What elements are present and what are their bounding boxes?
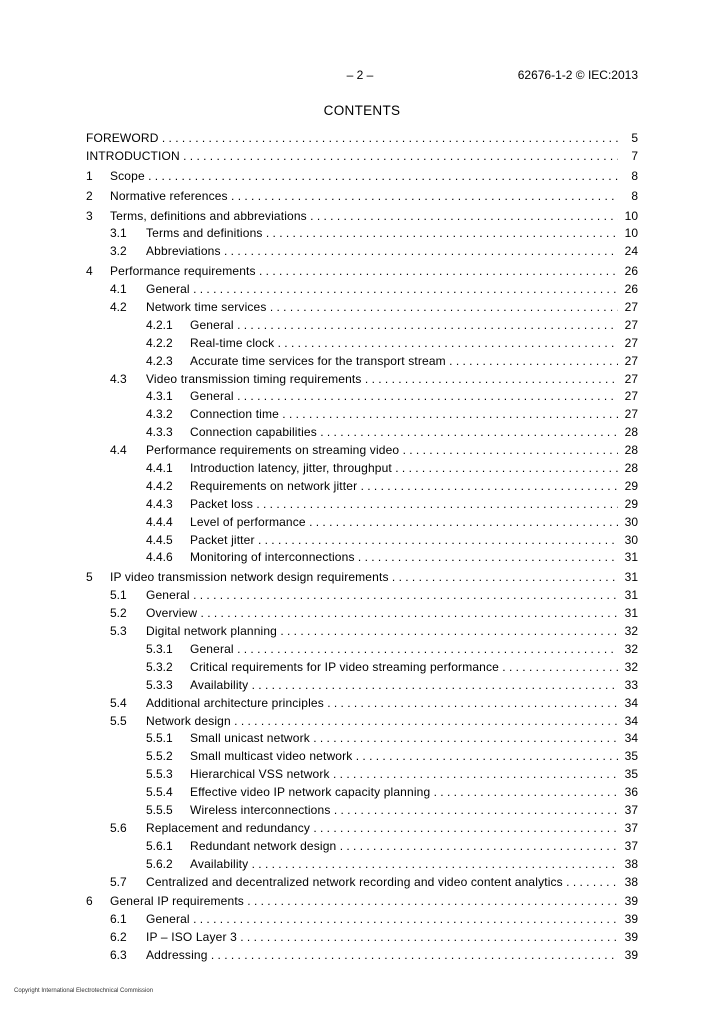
toc-entry-number: 4.3.3: [146, 425, 173, 440]
toc-entry-title: Wireless interconnections . . .: [190, 802, 618, 820]
toc-entry-page: 27: [624, 406, 638, 424]
toc-entry-number: 6.3: [110, 948, 127, 963]
toc-entry-page: 30: [624, 532, 638, 550]
toc-entry-number: 4.4: [110, 443, 127, 458]
toc-entry-page: 8: [630, 188, 638, 206]
toc-entry-number: 6: [86, 894, 93, 909]
toc-entry[interactable]: [86, 424, 638, 442]
toc-entry-title: Replacement and redundancy . . .: [146, 820, 618, 838]
toc-entry-number: 5.3.3: [146, 677, 173, 692]
toc-entry-number: 5.3.1: [146, 641, 173, 656]
toc-entry-number: 5.3: [110, 624, 127, 639]
toc-entry-title: Connection time . . .: [190, 406, 618, 424]
toc-entry-number: 4.3.2: [146, 407, 173, 422]
toc-entry-page: 39: [624, 947, 638, 965]
toc-entry-title: General . . .: [190, 388, 618, 406]
toc-entry-number: 3: [86, 208, 93, 223]
toc-entry-page: 28: [624, 442, 638, 460]
toc-entry-number: 5.1: [110, 588, 127, 603]
toc-entry[interactable]: [86, 766, 638, 784]
toc-entry-number: 4.3.1: [146, 389, 173, 404]
toc-entry-title: Effective video IP network capacity planning . . .: [190, 784, 618, 802]
toc-entry-title: Critical requirements for IP video streaming performance . . .: [190, 659, 618, 677]
toc-entry-page: 31: [624, 587, 638, 605]
toc-entry[interactable]: [86, 130, 638, 148]
toc-entry-page: 38: [624, 874, 638, 892]
toc-entry-page: 39: [624, 929, 638, 947]
toc-entry[interactable]: [86, 514, 638, 532]
toc-entry-page: 27: [624, 388, 638, 406]
toc-entry-title: IP video transmission network design requirements . . .: [110, 569, 618, 587]
toc-entry-number: 4.4.6: [146, 550, 173, 565]
toc-entry-page: 32: [624, 659, 638, 677]
toc-entry-page: 27: [624, 353, 638, 371]
toc-entry-page: 32: [624, 623, 638, 641]
toc-entry-number: 5.6.1: [146, 838, 173, 853]
toc-entry[interactable]: [86, 659, 638, 677]
toc-entry-number: 4.4.3: [146, 496, 173, 511]
toc-entry-page: 27: [624, 299, 638, 317]
document-reference: 62676-1-2 © IEC:2013: [517, 68, 638, 82]
toc-entry[interactable]: [86, 188, 638, 206]
toc-entry-title: Overview . . .: [146, 605, 618, 623]
toc-entry[interactable]: [86, 496, 638, 514]
toc-entry-page: 29: [624, 478, 638, 496]
toc-entry-page: 8: [630, 168, 638, 186]
toc-entry-title: FOREWORD . . .: [86, 130, 618, 148]
toc-entry-title: Monitoring of interconnections . . .: [190, 549, 618, 567]
toc-entry-title: Centralized and decentralized network recording and video content analytics . . .: [146, 874, 618, 892]
toc-entry[interactable]: [86, 784, 638, 802]
toc-entry-number: 5.4: [110, 695, 127, 710]
toc-entry-number: 4.4.5: [146, 532, 173, 547]
toc-entry[interactable]: [86, 442, 638, 460]
copyright-footer: Copyright International Electrotechnical Commission: [14, 988, 154, 994]
toc-entry[interactable]: [86, 713, 638, 731]
toc-entry-page: 10: [624, 208, 638, 226]
toc-entry-title: Level of performance . . .: [190, 514, 618, 532]
toc-entry[interactable]: [86, 623, 638, 641]
toc-entry-page: 34: [624, 730, 638, 748]
toc-entry[interactable]: [86, 677, 638, 695]
toc-entry-number: 5.5.2: [146, 749, 173, 764]
toc-entry-number: 4.2.3: [146, 353, 173, 368]
toc-entry-title: Network design . . .: [146, 713, 618, 731]
toc-entry-title: Performance requirements on streaming video . . .: [146, 442, 618, 460]
toc-entry-page: 26: [624, 281, 638, 299]
toc-entry-number: 5.5.3: [146, 767, 173, 782]
toc-entry-title: Introduction latency, jitter, throughput . . .: [190, 460, 618, 478]
page-number: – 2 –: [346, 68, 374, 82]
toc-entry[interactable]: [86, 317, 638, 335]
toc-entry[interactable]: [86, 730, 638, 748]
toc-entry[interactable]: [86, 299, 638, 317]
toc-entry-number: 5: [86, 570, 93, 585]
toc-entry-page: 31: [624, 605, 638, 623]
toc-entry-page: 37: [624, 802, 638, 820]
toc-entry[interactable]: [86, 856, 638, 874]
toc-entry-title: INTRODUCTION . . .: [86, 148, 618, 166]
toc-entry-title: Accurate time services for the transport stream . . .: [190, 353, 618, 371]
toc-entry-number: 3.1: [110, 226, 127, 241]
toc-entry[interactable]: [86, 641, 638, 659]
table-of-contents: [86, 130, 638, 965]
toc-entry-page: 31: [624, 569, 638, 587]
toc-entry[interactable]: [86, 929, 638, 947]
toc-entry-page: 27: [624, 371, 638, 389]
toc-entry[interactable]: [86, 802, 638, 820]
toc-entry[interactable]: [86, 243, 638, 261]
toc-entry-page: 37: [624, 820, 638, 838]
toc-entry[interactable]: [86, 569, 638, 587]
toc-entry[interactable]: [86, 478, 638, 496]
toc-entry-title: Performance requirements . . .: [110, 263, 618, 281]
toc-entry[interactable]: [86, 838, 638, 856]
toc-entry-number: 1: [86, 168, 93, 183]
toc-entry-page: 35: [624, 766, 638, 784]
toc-entry[interactable]: [86, 335, 638, 353]
toc-entry-title: Addressing . . .: [146, 947, 618, 965]
toc-entry[interactable]: [86, 874, 638, 892]
toc-entry[interactable]: [86, 168, 638, 186]
toc-entry-page: 34: [624, 713, 638, 731]
toc-entry-title: Real-time clock . . .: [190, 335, 618, 353]
toc-entry-title: Scope . . .: [110, 168, 618, 186]
toc-entry-number: 4.2.1: [146, 317, 173, 332]
toc-entry-page: 34: [624, 695, 638, 713]
toc-entry[interactable]: [86, 911, 638, 929]
toc-entry[interactable]: [86, 371, 638, 389]
toc-entry[interactable]: [86, 281, 638, 299]
toc-entry-page: 39: [624, 893, 638, 911]
toc-entry[interactable]: [86, 388, 638, 406]
toc-entry[interactable]: [86, 893, 638, 911]
toc-entry-title: General . . .: [190, 317, 618, 335]
toc-entry-number: 5.5.5: [146, 802, 173, 817]
toc-entry-page: 27: [624, 317, 638, 335]
toc-entry-page: 28: [624, 460, 638, 478]
toc-entry-page: 32: [624, 641, 638, 659]
toc-entry-title: Digital network planning . . .: [146, 623, 618, 641]
toc-entry-page: 7: [630, 148, 638, 166]
toc-entry-page: 24: [624, 243, 638, 261]
toc-entry-page: 39: [624, 911, 638, 929]
toc-entry[interactable]: [86, 605, 638, 623]
toc-entry-page: 37: [624, 838, 638, 856]
toc-entry-number: 6.2: [110, 930, 127, 945]
toc-entry[interactable]: [86, 460, 638, 478]
toc-entry-number: 4.4.2: [146, 478, 173, 493]
toc-entry-title: Network time services . . .: [146, 299, 618, 317]
toc-entry-number: 5.3.2: [146, 659, 173, 674]
toc-entry-title: Small multicast video network . . .: [190, 748, 618, 766]
toc-entry[interactable]: [86, 406, 638, 424]
toc-entry-number: 5.7: [110, 874, 127, 889]
toc-entry-page: 31: [624, 549, 638, 567]
toc-entry-number: 5.5.1: [146, 731, 173, 746]
toc-entry-title: Hierarchical VSS network . . .: [190, 766, 618, 784]
toc-entry-title: Terms and definitions . . .: [146, 225, 618, 243]
toc-entry-page: 26: [624, 263, 638, 281]
toc-entry-title: Normative references . . .: [110, 188, 618, 206]
toc-entry[interactable]: [86, 748, 638, 766]
toc-entry-title: General . . .: [146, 281, 618, 299]
toc-entry-number: 5.5.4: [146, 785, 173, 800]
toc-entry-title: General . . .: [190, 641, 618, 659]
toc-entry[interactable]: [86, 587, 638, 605]
toc-entry-title: Small unicast network . . .: [190, 730, 618, 748]
toc-entry-number: 5.2: [110, 606, 127, 621]
toc-entry-number: 4.4.1: [146, 461, 173, 476]
toc-entry-number: 4.3: [110, 371, 127, 386]
toc-entry[interactable]: [86, 947, 638, 965]
toc-entry-title: Availability . . .: [190, 677, 618, 695]
toc-entry-number: 6.1: [110, 912, 127, 927]
toc-entry-page: 36: [624, 784, 638, 802]
toc-entry-title: Requirements on network jitter . . .: [190, 478, 618, 496]
toc-entry-page: 28: [624, 424, 638, 442]
toc-entry-number: 4.2: [110, 300, 127, 315]
toc-entry-title: Terms, definitions and abbreviations . . .: [110, 208, 618, 226]
toc-entry-title: Additional architecture principles . . .: [146, 695, 618, 713]
toc-entry-number: 4.4.4: [146, 514, 173, 529]
toc-entry-number: 5.6.2: [146, 856, 173, 871]
toc-entry[interactable]: [86, 820, 638, 838]
toc-entry-title: General IP requirements . . .: [110, 893, 618, 911]
toc-entry[interactable]: [86, 208, 638, 226]
toc-entry-title: IP – ISO Layer 3 . . .: [146, 929, 618, 947]
toc-entry-title: General . . .: [146, 911, 618, 929]
toc-entry-number: 4.1: [110, 282, 127, 297]
toc-entry-title: Video transmission timing requirements . . .: [146, 371, 618, 389]
toc-entry[interactable]: [86, 353, 638, 371]
toc-entry-page: 33: [624, 677, 638, 695]
toc-entry-number: 3.2: [110, 244, 127, 259]
toc-entry-title: General . . .: [146, 587, 618, 605]
toc-entry-page: 29: [624, 496, 638, 514]
toc-entry-number: 5.5: [110, 713, 127, 728]
toc-entry-title: Availability . . .: [190, 856, 618, 874]
toc-entry[interactable]: [86, 549, 638, 567]
toc-entry-page: 27: [624, 335, 638, 353]
toc-entry-title: Redundant network design . . .: [190, 838, 618, 856]
toc-entry-title: Packet loss . . .: [190, 496, 618, 514]
toc-entry-number: 4.2.2: [146, 335, 173, 350]
toc-entry-page: 5: [630, 130, 638, 148]
toc-entry[interactable]: [86, 532, 638, 550]
toc-entry-page: 35: [624, 748, 638, 766]
toc-entry[interactable]: [86, 695, 638, 713]
toc-entry-page: 30: [624, 514, 638, 532]
toc-entry[interactable]: [86, 225, 638, 243]
toc-entry-number: 2: [86, 188, 93, 203]
toc-entry-page: 10: [624, 225, 638, 243]
toc-entry-number: 5.6: [110, 820, 127, 835]
toc-entry-number: 4: [86, 264, 93, 279]
toc-entry-title: Packet jitter . . .: [190, 532, 618, 550]
toc-entry-page: 38: [624, 856, 638, 874]
page-title: CONTENTS: [323, 103, 401, 118]
toc-entry-title: Abbreviations . . .: [146, 243, 618, 261]
toc-entry[interactable]: [86, 148, 638, 166]
toc-entry-title: Connection capabilities . . .: [190, 424, 618, 442]
toc-entry[interactable]: [86, 263, 638, 281]
